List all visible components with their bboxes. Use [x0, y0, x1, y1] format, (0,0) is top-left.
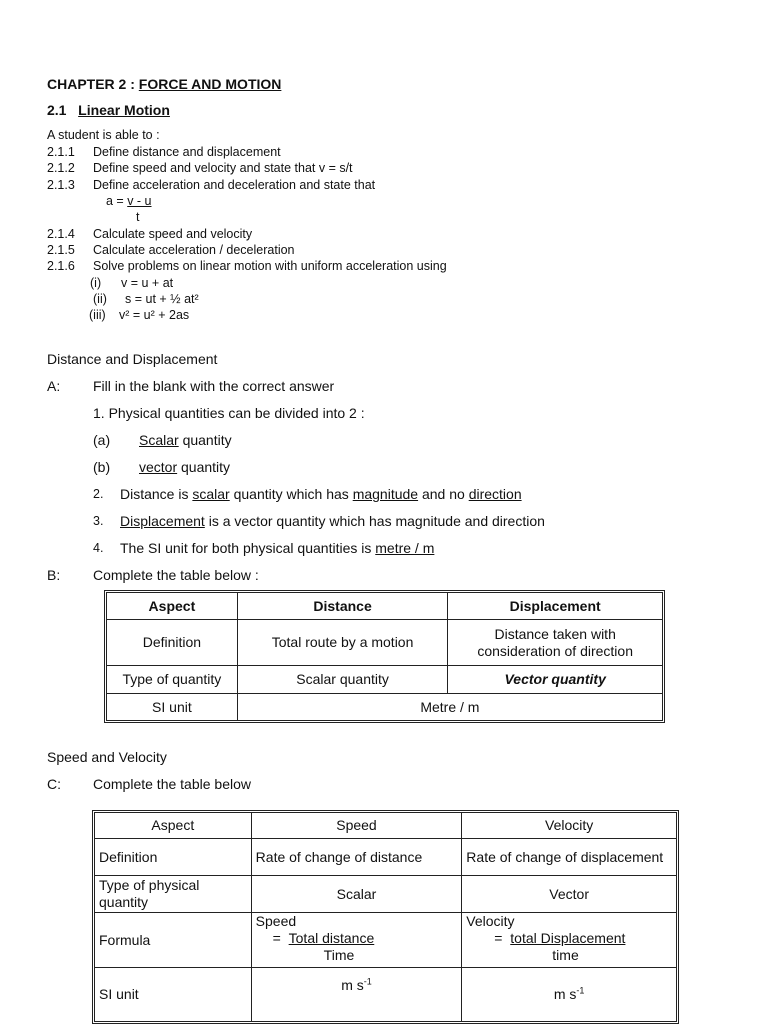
equation-num: (iii) [89, 308, 106, 322]
objective-text: Calculate acceleration / deceleration [93, 243, 295, 257]
part-c-label: C: [47, 776, 61, 792]
table-cell: Rate of change of distance [251, 839, 462, 876]
question-2-num: 2. [93, 487, 104, 501]
table-cell: Type of quantity [107, 666, 238, 694]
objective-item: 2.1.6 [47, 259, 75, 273]
table-cell: SI unit [95, 968, 252, 1022]
table-cell: Vector [462, 876, 677, 913]
table-header: Distance [237, 593, 448, 620]
question-3: Displacement is a vector quantity which has magnitude and direction [120, 513, 545, 529]
velocity-formula-cell [462, 913, 677, 968]
objective-text: Define distance and displacement [93, 145, 281, 159]
objective-text: Solve problems on linear motion with uniform acceleration using [93, 259, 447, 273]
chapter-heading [47, 76, 281, 92]
formula-numerator: v - u [127, 194, 152, 208]
chapter-title: FORCE AND MOTION [138, 76, 282, 92]
objective-item: 2.1.1 [47, 145, 75, 159]
objective-item: 2.1.4 [47, 227, 75, 241]
section-number: 2.1 [47, 102, 67, 118]
table-cell: Vector quantity [448, 666, 663, 694]
table-header: Aspect [107, 593, 238, 620]
part-b-label: B: [47, 567, 61, 583]
equation: v² = u² + 2as [119, 308, 190, 322]
table-cell: Definition [95, 839, 252, 876]
objective-item: 2.1.3 [47, 178, 75, 192]
objective-text: Define acceleration and deceleration and state that [93, 178, 376, 192]
speed-unit-cell: m $s^{-1}$ [251, 968, 462, 1022]
table-header: Velocity [462, 813, 677, 839]
equation: s = ut + ½ at² [125, 292, 199, 306]
part-b-instruction: Complete the table below : [93, 567, 259, 583]
table-cell: Type of physical quantity [95, 876, 252, 913]
part-a-label: A: [47, 378, 61, 394]
velocity-formula-eq: = total Displacement [494, 930, 626, 946]
table-cell: Total route by a motion [237, 620, 448, 666]
section-title: Linear Motion [78, 102, 170, 118]
question-b-label: (b) [93, 459, 111, 475]
objective-item: 2.1.5 [47, 243, 75, 257]
part-a-instruction: Fill in the blank with the correct answer [93, 378, 335, 394]
question-a: Scalar quantity [139, 432, 232, 448]
chapter-prefix: CHAPTER 2 : [47, 76, 139, 92]
speed-formula-cell [251, 913, 462, 968]
table-cell: Scalar quantity [237, 666, 448, 694]
formula-denominator: t [136, 210, 140, 224]
table-cell: SI unit [107, 694, 238, 721]
section-heading [47, 102, 170, 118]
velocity-formula-numerator: total Displacement [510, 930, 626, 946]
speed-formula-name: Speed [255, 913, 297, 929]
question-3-num: 3. [93, 514, 104, 528]
objective-item: 2.1.2 [47, 161, 75, 175]
equation-num: (ii) [93, 292, 107, 306]
equation-num: (i) [90, 276, 102, 290]
question-a-label: (a) [93, 432, 111, 448]
acceleration-formula: a = v - u [106, 194, 152, 208]
distance-heading: Distance and Displacement [47, 351, 218, 367]
part-c-instruction: Complete the table below [93, 776, 251, 792]
table-cell: Scalar [251, 876, 462, 913]
question-1: 1. Physical quantities can be divided into 2 : [93, 405, 365, 421]
speed-velocity-table [94, 812, 677, 1022]
speed-formula-numerator: Total distance [288, 930, 375, 946]
speed-formula-eq: = Total distance [272, 930, 375, 946]
question-2: Distance is scalar quantity which has magnitude and no direction [120, 486, 522, 502]
table-header: Displacement [448, 593, 663, 620]
objective-text: Define speed and velocity and state that v = s/t [93, 161, 353, 175]
objectives-intro: A student is able to : [47, 128, 160, 142]
velocity-formula-name: Velocity [466, 913, 515, 929]
question-4: The SI unit for both physical quantities is metre / m [120, 540, 435, 556]
velocity-unit-cell: m $s^{-1}$ [462, 968, 677, 1022]
equation: v = u + at [121, 276, 174, 290]
speed-heading: Speed and Velocity [47, 749, 167, 765]
objective-text: Calculate speed and velocity [93, 227, 253, 241]
answer-scalar: Scalar [139, 432, 179, 448]
table-header: Speed [251, 813, 462, 839]
question-b: vector quantity [139, 459, 231, 475]
table-cell: Definition [107, 620, 238, 666]
table-cell: Metre / m [237, 694, 662, 721]
table-cell: Rate of change of displacement [462, 839, 677, 876]
table-cell: Formula [95, 913, 252, 968]
question-4-num: 4. [93, 541, 104, 555]
velocity-formula-denominator: time [552, 947, 579, 963]
answer-vector: vector [139, 459, 178, 475]
speed-formula-denominator: Time [323, 947, 355, 963]
table-cell: Distance taken with consideration of direction [448, 620, 663, 666]
table-header: Aspect [95, 813, 252, 839]
distance-displacement-table [106, 592, 663, 721]
